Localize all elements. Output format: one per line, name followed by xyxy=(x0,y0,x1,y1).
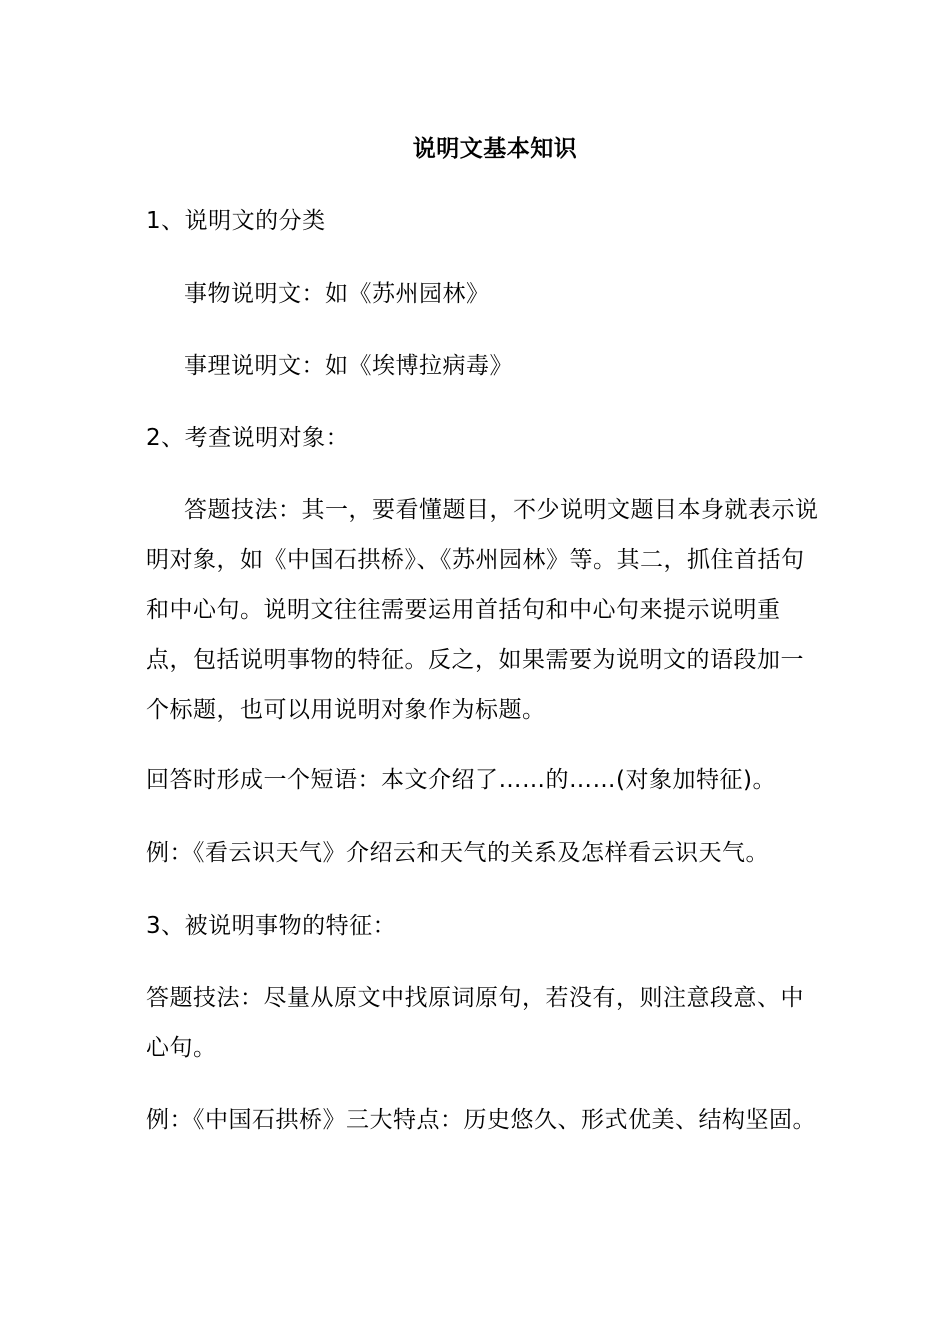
section2-tip-paragraph: 答题技法：其一，要看懂题目，不少说明文题目本身就表示说明对象，如《中国石拱桥》、《苏州园林》等。其二，抓住首括句和中心句。说明文往往需要运用首括句和中心句来提示说明重点，包括说明事物的特征。反之，如果需要为说明文的语段加一个标题，也可以用说明对象作为标题。 xyxy=(146,497,819,723)
section3-heading: 3、被说明事物的特征： xyxy=(146,913,397,939)
section1-heading: 1、说明文的分类 xyxy=(146,208,326,234)
section2-example: 例：《看云识天气》介绍云和天气的关系及怎样看云识天气。 xyxy=(146,840,769,866)
section3-tip-paragraph: 答题技法：尽量从原文中找原词原句，若没有，则注意段意、中心句。 xyxy=(146,985,804,1061)
document-title: 说明文基本知识 xyxy=(412,136,578,162)
section1-item2: 事理说明文：如《埃博拉病毒》 xyxy=(184,353,513,379)
section2-answer-format: 回答时形成一个短语：本文介绍了……的……(对象加特征)。 xyxy=(146,767,776,793)
section3-example: 例：《中国石拱桥》三大特点：历史悠久、形式优美、结构坚固。 xyxy=(146,1107,816,1133)
section2-heading: 2、考查说明对象： xyxy=(146,425,350,451)
section1-item1: 事物说明文：如《苏州园林》 xyxy=(184,281,490,307)
